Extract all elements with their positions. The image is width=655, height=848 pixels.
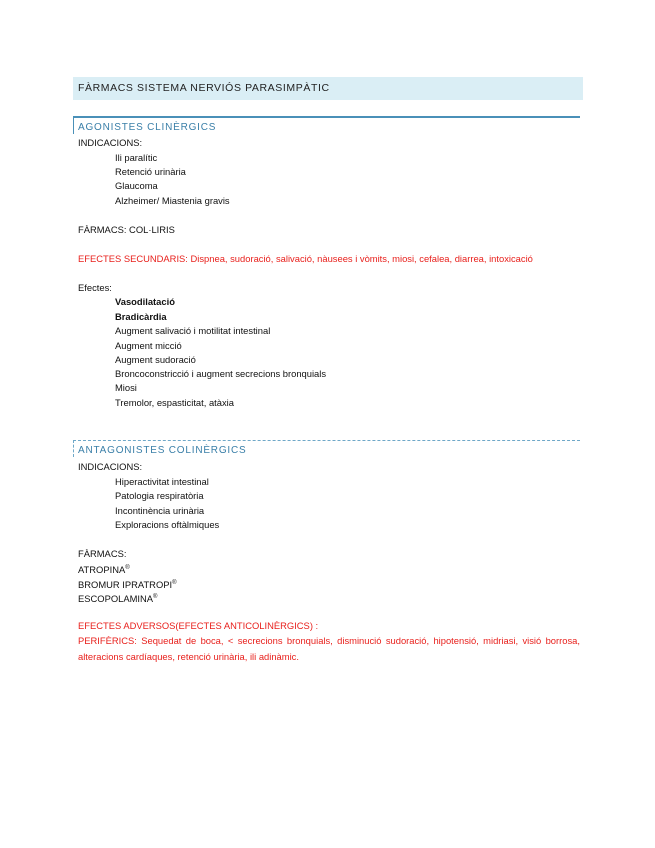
agonistes-effect-item: Vasodilatació bbox=[115, 296, 175, 307]
agonistes-effect-item: Augment sudoració bbox=[115, 354, 196, 365]
section-antagonistes-title: ANTAGONISTES COLINÈRGICS bbox=[78, 445, 247, 456]
title-banner bbox=[73, 77, 583, 100]
agonistes-effect-item: Broncoconstricció i augment secrecions bronquials bbox=[115, 368, 327, 379]
agonistes-side-effects: EFECTES SECUNDARIS: Dispnea, sudoració, salivació, nàusees i vòmits, miosi, cefalea, diarrea, intoxicació bbox=[78, 253, 533, 264]
section-antagonistes-header bbox=[73, 440, 580, 457]
antagonistes-indication-item: Patologia respiratòria bbox=[115, 490, 204, 501]
antagonistes-indications-label: INDICACIONS: bbox=[78, 461, 143, 472]
agonistes-effects-label: Efectes: bbox=[78, 282, 112, 293]
antagonistes-drug-item: BROMUR IPRATROPI® bbox=[78, 579, 177, 591]
agonistes-effect-item: Augment micció bbox=[115, 340, 182, 351]
antagonistes-drug-item: ESCOPOLAMINA® bbox=[78, 593, 158, 605]
antagonistes-peripheral-effects: PERIFÈRICS: Sequedat de boca, < secrecions bronquials, disminució sudoració, hipotensió, midriasi, visió borrosa, alteracions cardíaques, retenció urinària, ili adinàmic. bbox=[78, 635, 580, 662]
agonistes-effect-item: Bradicàrdia bbox=[115, 311, 167, 322]
agonistes-drugs: FÀRMACS: COL·LIRIS bbox=[78, 224, 175, 235]
agonistes-indications-label: INDICACIONS: bbox=[78, 137, 143, 148]
agonistes-indication-item: Glaucoma bbox=[115, 180, 158, 191]
section-agonistes-title: AGONISTES CLINÈRGICS bbox=[78, 122, 217, 133]
antagonistes-indication-item: Exploracions oftàlmiques bbox=[115, 519, 220, 530]
antagonistes-adverse-label: EFECTES ADVERSOS(EFECTES ANTICOLINÈRGICS) : bbox=[78, 620, 319, 631]
section-agonistes-header bbox=[73, 116, 580, 134]
antagonistes-drug-item: ATROPINA® bbox=[78, 564, 130, 576]
agonistes-indication-item: Alzheimer/ Miastenia gravis bbox=[115, 195, 230, 206]
agonistes-effect-item: Tremolor, espasticitat, atàxia bbox=[115, 397, 234, 408]
antagonistes-indication-item: Incontinència urinària bbox=[115, 505, 205, 516]
agonistes-effect-item: Miosi bbox=[115, 382, 137, 393]
antagonistes-indication-item: Hiperactivitat intestinal bbox=[115, 476, 209, 487]
agonistes-indication-item: Retenció urinària bbox=[115, 166, 186, 177]
page-title: FÀRMACS SISTEMA NERVIÓS PARASIMPÀTIC bbox=[78, 82, 330, 94]
agonistes-indication-item: Ili paralític bbox=[115, 152, 158, 163]
agonistes-effect-item: Augment salivació i motilitat intestinal bbox=[115, 325, 271, 336]
antagonistes-drugs-label: FÀRMACS: bbox=[78, 548, 127, 559]
